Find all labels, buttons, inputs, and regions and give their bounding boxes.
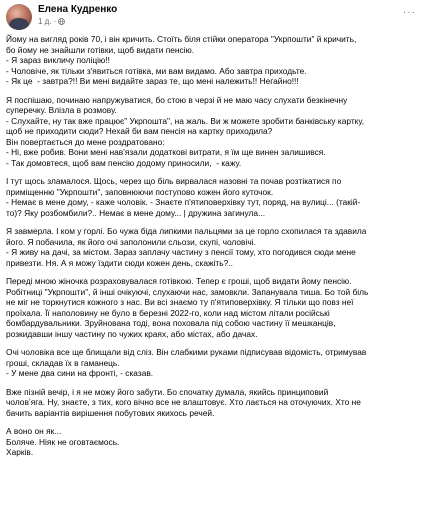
author-name[interactable]: Елена Кудренко (38, 4, 118, 15)
avatar[interactable] (6, 4, 32, 30)
globe-icon[interactable] (58, 18, 65, 25)
paragraph-6: Очі чоловіка все ще блищали від сліз. Він слабкими руками підписував відомість, отримував гроші, складав їх в гаманець. - У мене два сини на фронті, - сказав. (6, 347, 367, 378)
more-options-icon[interactable]: ··· (403, 7, 416, 18)
paragraph-4: Я завмерла. І ком у горлі. Бо чужа біда липкими пальцями за це горло схопилася та здавила його. Я побачила, як його очі заполонили сльози, скупі, чоловічі. - Я живу на дачі, за містом. Зараз заплачу частину з пенсії тому, хто погодився сюди мене привезти. Ня. А я можу їздити сюди кожен день, скажіть?.. (6, 226, 367, 268)
post-header (6, 4, 422, 30)
post-meta (38, 17, 65, 26)
post-body (6, 34, 422, 463)
post-time[interactable]: 1 д. (38, 17, 52, 26)
paragraph-8: А воно он як... Боляче. Ніяк не оговтаємось. Харків. (6, 426, 120, 457)
paragraph-1: Йому на вигляд років 70, і він кричить. Стоїть біля стійки оператора "Укрпошти" й кричить, бо йому не знайшли готівки, щоб видати пенсію. - Я зараз викличу поліцію!! - Чоловіче, як тільки з'явиться готівка, ми вам видамо. Або завтра приходьте. - Як це - завтра?!! Ви мені видайте зараз те, що мені належить!! Негайно!!! (6, 34, 357, 86)
paragraph-7: Вже пізній вечір, і я не можу його забути. Бо спочатку думала, якийсь принциповий чоловʼяга. Ну, знаєте, з тих, кого вічно все не влаштовує. Хто лається на оточуючих. Хто не бачить варіантів вирішення побутових якихось речей. (6, 386, 361, 418)
meta-separator: · (53, 17, 57, 26)
paragraph-5: Переді мною жіночка розраховувалася готівкою. Тепер є гроші, щоб видати йому пенсію. Робітниці "Укрпошти", й інші очікуючі, слухаючи нас, замовкли. Запанувала тиша. Бо той біль не міг не торкнутися кожного з нас. Ви всі знаємо ту п'ятиповерхівку. Я тільки що повз неї проїхала. Її наполовину не було в березні 2022-го, коли над містом літали російські бомбардувальники. Зруйнована тоді, вона поховала під собою частину її мешканців, розкидавши іншу частину по чужих краях, або містах, або дачах. (6, 276, 369, 339)
paragraph-3: І тут щось зламалося. Щось, через що біль вирвалася назовні та почав розтікатися по приміщенню "Укрпошти", заповнюючи поступово кожен його куточок. - Немає в мене дому, - каже чоловік. - Знаєте п'ятиповерхівку тут, поряд, на вулиці... (такій- то)? Яку розбомбили?.. Немає в мене дому... | дружина загинула... (6, 176, 361, 218)
paragraph-2: Я поспішаю, починаю напружуватися, бо стою в черзі й не маю часу слухати безкінечну суперечку. Влізла в розмову. - Слухайте, ну так вже працює" Укрпошта", на жаль. Ви ж можете зробити банківську картку, щоб не приходити сюди? Нехай би вам пенсія на картку приходила? Він повертається до мене роздратовано: - Ні, вже робив. Вони мені нав'язали додаткові витрати, я їм ще винен залишився. - Так домовтеся, щоб вам пенсію додому приносили, - кажу. (6, 94, 365, 168)
